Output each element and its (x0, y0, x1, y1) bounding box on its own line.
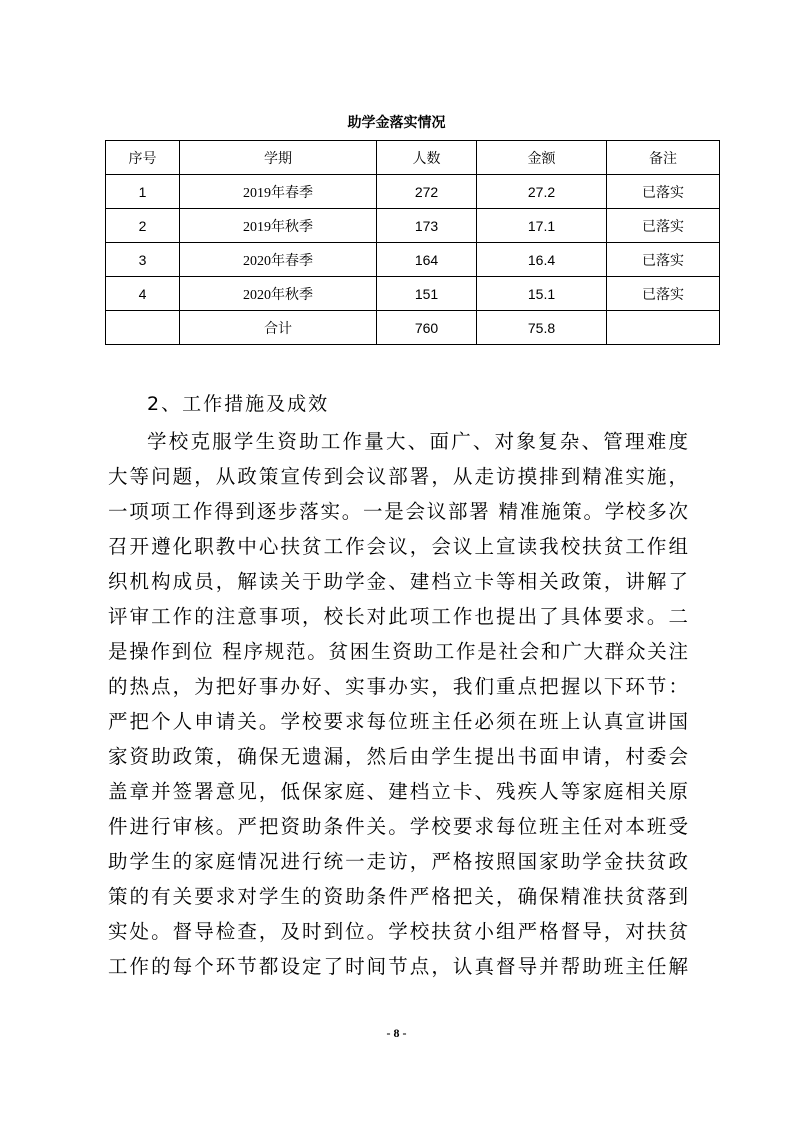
section-heading: 2、工作措施及成效 (147, 393, 330, 415)
cell-index: 4 (106, 277, 180, 311)
subsidy-table (105, 140, 720, 345)
paragraph-line: 件进行审核。严把资助条件关。学校要求每位班主任对本班受 (108, 815, 688, 838)
table-row (106, 277, 720, 311)
cell-term: 2020年春季 (180, 243, 377, 277)
table-row (106, 209, 720, 243)
table-row (106, 175, 720, 209)
cell-index: 1 (106, 175, 180, 209)
paragraph-line: 大等问题，从政策宣传到会议部署，从走访摸排到精准实施， (108, 465, 688, 488)
paragraph-line: 是操作到位 程序规范。贫困生资助工作是社会和广大群众关注 (108, 640, 688, 663)
cell-remark: 已落实 (607, 243, 720, 277)
cell-amount: 15.1 (477, 277, 607, 311)
cell-term: 2020年秋季 (180, 277, 377, 311)
paragraph-line: 一项项工作得到逐步落实。一是会议部署 精准施策。学校多次 (108, 500, 688, 523)
total-index (106, 311, 180, 345)
cell-count: 164 (377, 243, 477, 277)
paragraph-line: 工作的每个环节都设定了时间节点，认真督导并帮助班主任解 (108, 955, 688, 978)
cell-amount: 16.4 (477, 243, 607, 277)
table-title: 助学金落实情况 (347, 115, 446, 131)
paragraph-line: 策的有关要求对学生的资助条件严格把关，确保精准扶贫落到 (108, 885, 688, 908)
header-amount: 金额 (477, 141, 607, 175)
header-remark: 备注 (607, 141, 720, 175)
cell-index: 3 (106, 243, 180, 277)
paragraph-line: 织机构成员，解读关于助学金、建档立卡等相关政策，讲解了 (108, 570, 688, 593)
cell-remark: 已落实 (607, 209, 720, 243)
paragraph-line: 评审工作的注意事项，校长对此项工作也提出了具体要求。二 (108, 605, 688, 628)
cell-amount: 17.1 (477, 209, 607, 243)
body-paragraph (108, 424, 688, 984)
paragraph-line: 召开遵化职教中心扶贫工作会议，会议上宣读我校扶贫工作组 (108, 535, 688, 558)
page-number: - 8 - (386, 1026, 407, 1040)
cell-amount: 27.2 (477, 175, 607, 209)
paragraph-line: 盖章并签署意见，低保家庭、建档立卡、残疾人等家庭相关原 (108, 780, 688, 803)
cell-count: 272 (377, 175, 477, 209)
total-label: 合计 (180, 311, 377, 345)
cell-remark: 已落实 (607, 277, 720, 311)
header-index: 序号 (106, 141, 180, 175)
cell-count: 151 (377, 277, 477, 311)
cell-index: 2 (106, 209, 180, 243)
paragraph-line: 助学生的家庭情况进行统一走访，严格按照国家助学金扶贫政 (108, 850, 688, 873)
cell-term: 2019年春季 (180, 175, 377, 209)
total-amount: 75.8 (477, 311, 607, 345)
paragraph-line: 实处。督导检查，及时到位。学校扶贫小组严格督导，对扶贫 (108, 920, 688, 943)
total-count: 760 (377, 311, 477, 345)
header-term: 学期 (180, 141, 377, 175)
cell-term: 2019年秋季 (180, 209, 377, 243)
cell-count: 173 (377, 209, 477, 243)
table-header-row (106, 141, 720, 175)
paragraph-line: 严把个人申请关。学校要求每位班主任必须在班上认真宣讲国 (108, 710, 688, 733)
paragraph-line: 学校克服学生资助工作量大、面广、对象复杂、管理难度 (147, 430, 688, 453)
paragraph-line: 家资助政策，确保无遗漏，然后由学生提出书面申请，村委会 (108, 745, 688, 768)
header-count: 人数 (377, 141, 477, 175)
table-total-row (106, 311, 720, 345)
paragraph-line: 的热点，为把好事办好、实事办实，我们重点把握以下环节： (108, 675, 688, 698)
table-row (106, 243, 720, 277)
cell-remark: 已落实 (607, 175, 720, 209)
total-remark (607, 311, 720, 345)
